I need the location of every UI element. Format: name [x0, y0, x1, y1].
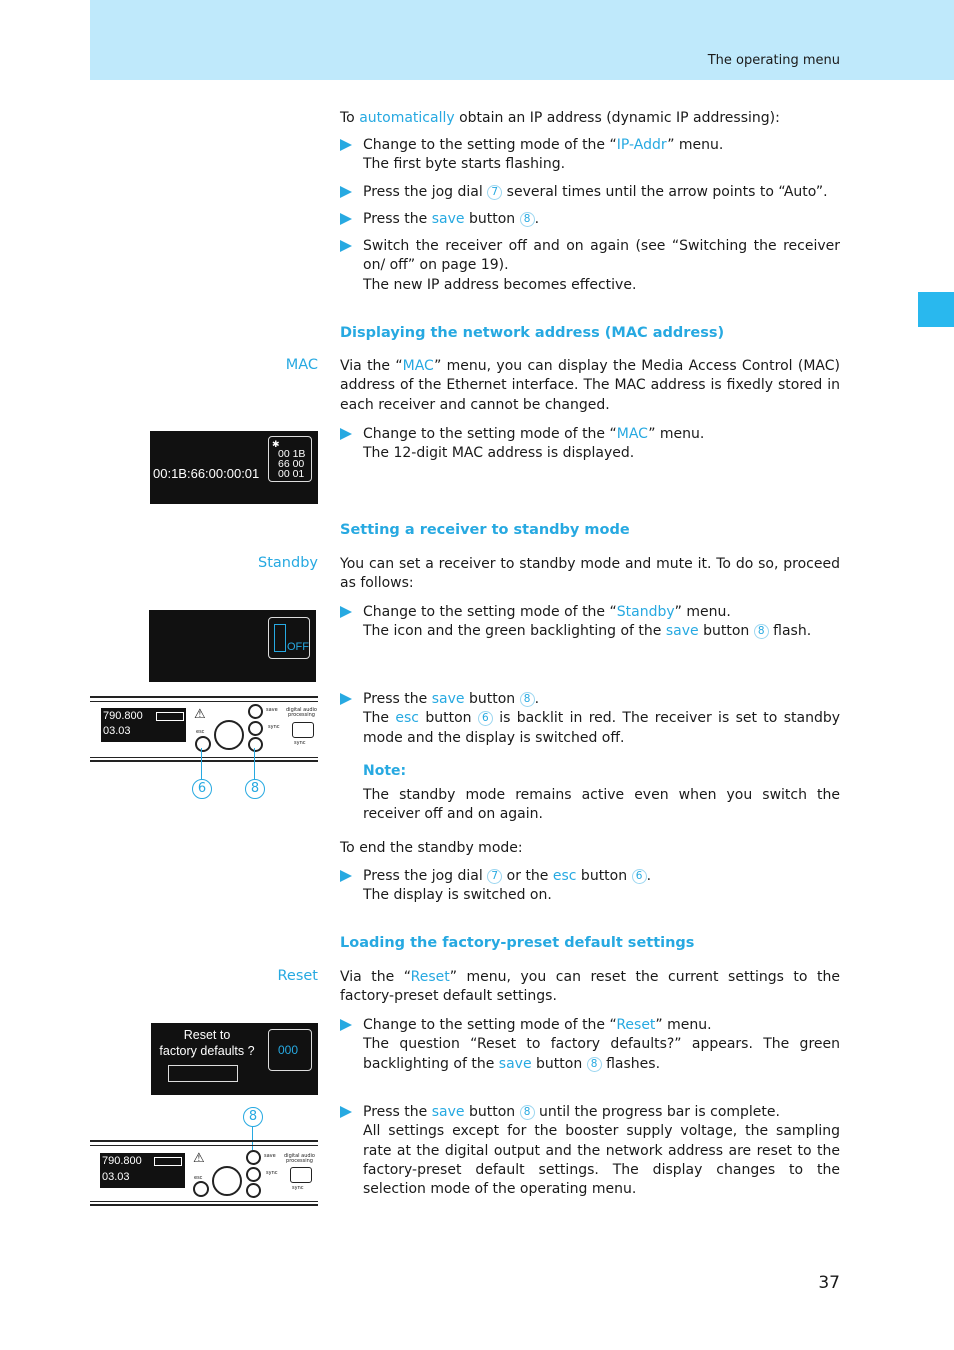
receiver-front-panel: 790.800 03.03 ⚠ esc save sync digital audio processing sync	[90, 696, 318, 764]
chapter-tab	[918, 292, 954, 327]
standby-step-1: Change to the setting mode of the “Standby” menu. The icon and the green backlighting of the save button 8 flash.	[340, 603, 840, 642]
sync-button[interactable]	[246, 1167, 261, 1182]
sync-button[interactable]	[248, 721, 263, 736]
intro-text: To automatically obtain an IP address (dynamic IP addressing):	[340, 110, 780, 126]
ip-step-4: Switch the receiver off and on again (see “Switching the receiver on/ off” on page 19). The new IP address becomes effective.	[340, 237, 840, 295]
step-arrow-icon	[340, 213, 352, 225]
header-band	[90, 0, 954, 80]
standby-heading: Setting a receiver to standby mode	[340, 522, 630, 538]
mac-step-1: Change to the setting mode of the “MAC” menu. The 12-digit MAC address is displayed.	[340, 425, 840, 464]
step-arrow-icon	[340, 693, 352, 705]
reset-step-1: Change to the setting mode of the “Reset” menu. The question “Reset to factory defaults?” appears. The green backlighting of the save button 8 flashes.	[340, 1016, 840, 1074]
ip-step-2: Press the jog dial 7 several times until the arrow points to “Auto”.	[340, 183, 840, 202]
mac-display	[150, 431, 318, 504]
headphone-jack	[246, 1183, 261, 1198]
standby-display	[149, 610, 316, 682]
mac-display-box: ✱ 00 1B 66 00 00 01	[268, 436, 312, 482]
note-title: Note:	[363, 763, 407, 779]
step-arrow-icon	[340, 1019, 352, 1031]
network-icon: ✱	[272, 439, 280, 449]
progress-bar	[168, 1065, 238, 1082]
step-arrow-icon	[340, 139, 352, 151]
ip-step-3: Press the save button 8 .	[340, 210, 840, 229]
callout-6: 6	[192, 779, 212, 799]
step-arrow-icon	[340, 606, 352, 618]
save-button[interactable]	[248, 704, 263, 719]
reset-body: Via the “Reset” menu, you can reset the current settings to the factory-preset default settings.	[340, 969, 840, 1005]
callout-8-reset: 8	[243, 1107, 263, 1127]
sync-window	[292, 722, 314, 738]
receiver-lcd: 790.800 03.03	[101, 708, 186, 742]
step-arrow-icon	[340, 240, 352, 252]
reset-display: Reset to factory defaults ? 000	[151, 1023, 318, 1095]
esc-button[interactable]	[195, 736, 211, 752]
step-arrow-icon	[340, 186, 352, 198]
standby-icon	[274, 624, 286, 652]
jog-dial[interactable]	[212, 1166, 242, 1196]
reset-margin-label: Reset	[277, 968, 318, 984]
reset-heading: Loading the factory-preset default settings	[340, 935, 695, 951]
end-standby-intro: To end the standby mode:	[340, 840, 523, 856]
mac-body: Via the “MAC” menu, you can display the Media Access Control (MAC) address of the Ethernet interface. The MAC address is fixedly stored in each receiver and cannot be changed.	[340, 358, 840, 413]
mac-margin-label: MAC	[285, 357, 318, 373]
reset-step-2: Press the save button 8 until the progress bar is complete. All settings except for the booster supply voltage, the sampling rate at the digital output and the network address are reset to the factory-preset default settings. The display changes to the selection mode of the operating menu.	[340, 1103, 840, 1199]
standby-step-2: Press the save button 8 . The esc button 6 is backlit in red. The receiver is set to standby mode and the display is switched off.	[340, 690, 840, 748]
end-standby-step: Press the jog dial 7 or the esc button 6 . The display is switched on.	[340, 867, 840, 906]
step-arrow-icon	[340, 428, 352, 440]
mac-heading: Displaying the network address (MAC address)	[340, 325, 725, 341]
step-arrow-icon	[340, 870, 352, 882]
page-number: 37	[818, 1273, 840, 1293]
ip-step-1: Change to the setting mode of the “IP-Addr” menu. The first byte starts flashing.	[340, 136, 840, 175]
headphone-jack	[248, 737, 263, 752]
sync-window	[290, 1167, 312, 1183]
callout-8: 8	[245, 779, 265, 799]
step-arrow-icon	[340, 1106, 352, 1118]
receiver-front-panel-2: 790.800 03.03 ⚠ esc save sync digital audio processing sync	[90, 1140, 318, 1208]
header-title: The operating menu	[707, 53, 840, 68]
mac-display-address: 00:1B:66:00:00:01	[153, 466, 260, 481]
standby-margin-label: Standby	[258, 555, 318, 571]
jog-dial[interactable]	[214, 720, 244, 750]
warning-icon: ⚠	[194, 707, 206, 722]
standby-display-box: OFF	[268, 617, 310, 659]
warning-icon: ⚠	[193, 1151, 205, 1166]
esc-button[interactable]	[193, 1181, 209, 1197]
save-button[interactable]	[246, 1150, 261, 1165]
standby-body: You can set a receiver to standby mode and mute it. To do so, proceed as follows:	[340, 556, 840, 592]
receiver-lcd: 790.800 03.03	[100, 1153, 185, 1188]
note-text: The standby mode remains active even when you switch the receiver off and on again.	[363, 787, 840, 823]
